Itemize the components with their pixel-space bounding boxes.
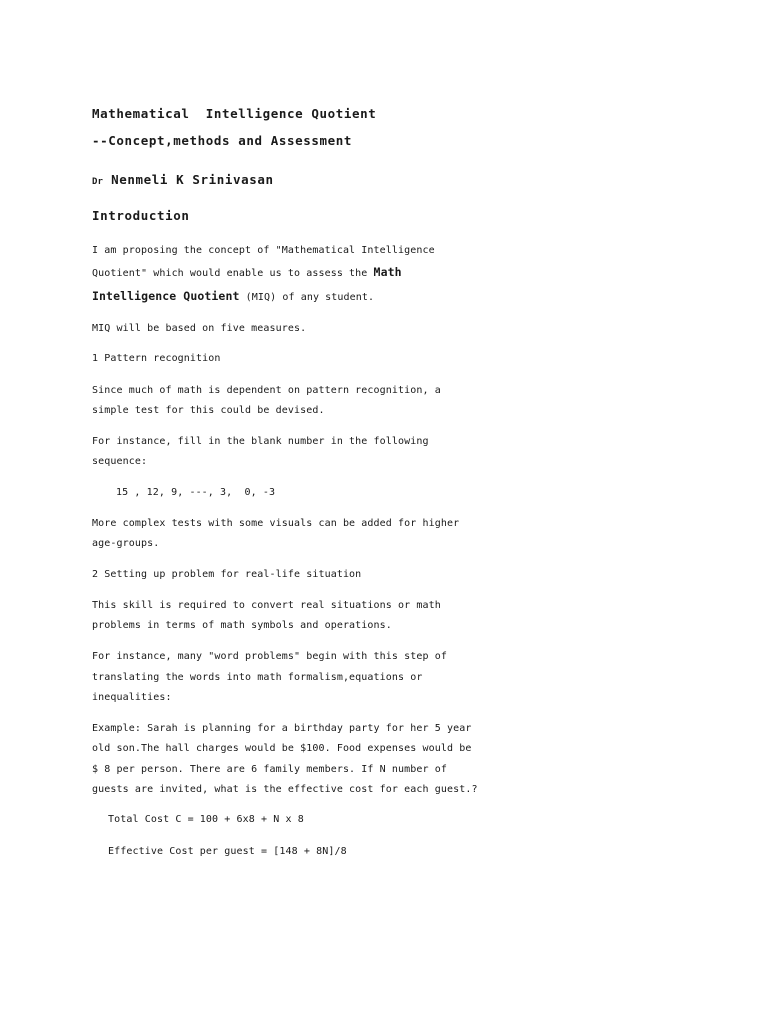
bold-term: Math (373, 265, 402, 279)
paragraph-text: (MIQ) of any student. (239, 292, 375, 303)
document-subtitle: --Concept,methods and Assessment (92, 133, 353, 148)
paragraph-line: More complex tests with some visuals can be added for higher (92, 518, 460, 529)
sequence-example: 15 , 12, 9, ---, 3, 0, -3 (116, 487, 276, 498)
paragraph-line: translating the words into math formalism,equations or (92, 672, 423, 683)
equation: Effective Cost per guest = [148 + 8N]/8 (108, 846, 347, 857)
paragraph-line (92, 289, 374, 305)
paragraph-line (92, 265, 402, 281)
paragraph-line: Since much of math is dependent on pattern recognition, a (92, 385, 441, 396)
paragraph-line: For instance, many "word problems" begin with this step of (92, 651, 447, 662)
paragraph-line: simple test for this could be devised. (92, 405, 325, 416)
measure-heading: 2 Setting up problem for real-life situation (92, 569, 362, 580)
paragraph-line: Example: Sarah is planning for a birthday party for her 5 year (92, 723, 472, 734)
paragraph-line: age-groups. (92, 538, 160, 549)
paragraph-text: Quotient" which would enable us to assess the (92, 268, 374, 279)
paragraph-line: For instance, fill in the blank number in the following (92, 436, 429, 447)
measure-heading: 1 Pattern recognition (92, 353, 221, 364)
paragraph-line: $ 8 per person. There are 6 family members. If N number of (92, 764, 447, 775)
paragraph-line: MIQ will be based on five measures. (92, 323, 307, 334)
paragraph-line: This skill is required to convert real situations or math (92, 600, 441, 611)
author-line (92, 173, 274, 189)
paragraph-line: I am proposing the concept of "Mathematical Intelligence (92, 245, 435, 256)
paragraph-line: inequalities: (92, 692, 172, 703)
paragraph-line: sequence: (92, 456, 148, 467)
paragraph-line: guests are invited, what is the effective cost for each guest.? (92, 784, 478, 795)
bold-term: Intelligence Quotient (92, 289, 240, 303)
equation: Total Cost C = 100 + 6x8 + N x 8 (108, 814, 304, 825)
paragraph-line: old son.The hall charges would be $100. Food expenses would be (92, 743, 472, 754)
author-prefix: Dr (92, 177, 104, 187)
section-heading-introduction: Introduction (92, 208, 190, 223)
author-name: Nenmeli K Srinivasan (103, 172, 274, 187)
document-title: Mathematical Intelligence Quotient (92, 106, 377, 121)
paragraph-line: problems in terms of math symbols and operations. (92, 620, 392, 631)
